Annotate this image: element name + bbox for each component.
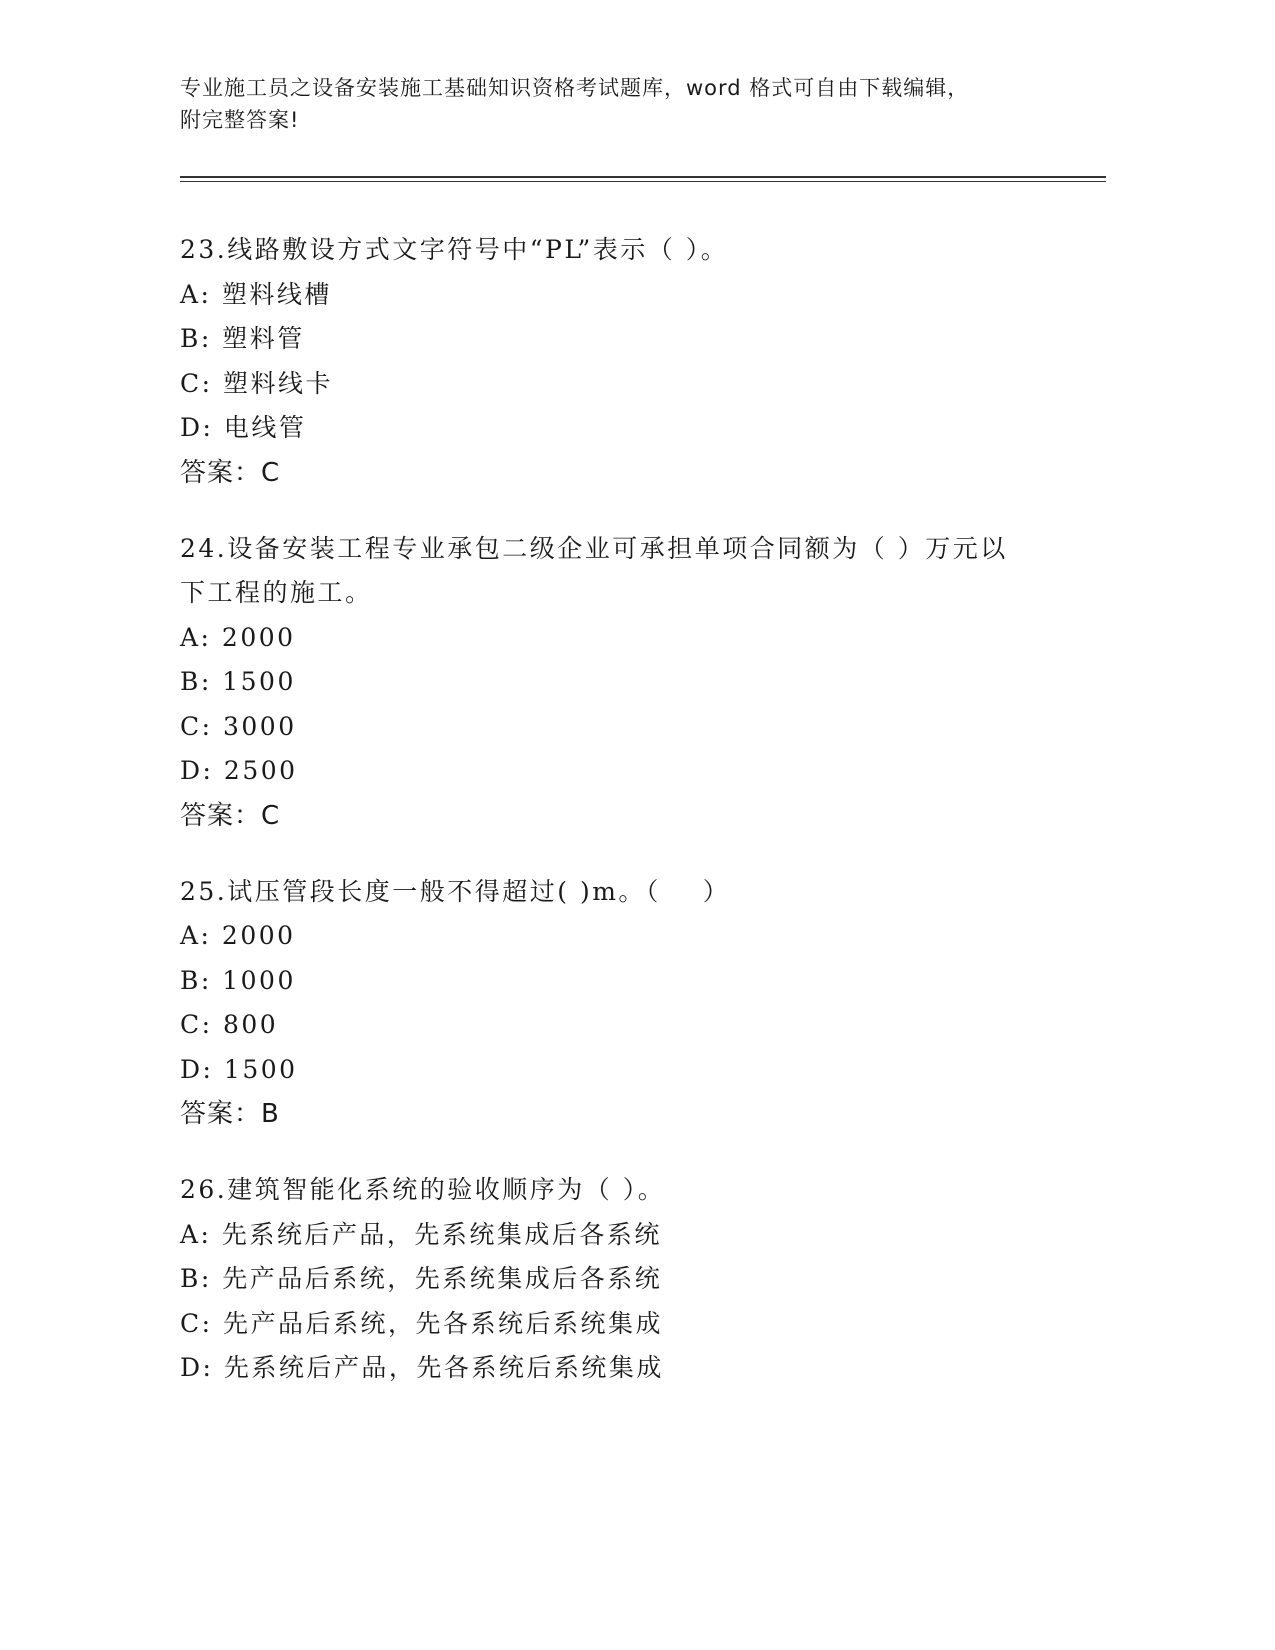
option-a: A: 2000 [180,921,296,950]
answer-line: 答案：C [180,800,281,831]
option-a: A: 塑料线槽 [180,279,332,309]
question-23 [180,228,1060,495]
question-stem: 24.设备安装工程专业承包二级企业可承担单项合同额为（ ）万元以 [180,533,1008,563]
header-divider [180,176,1106,178]
option-d: D: 先系统后产品，先各系统后系统集成 [180,1353,664,1382]
option-b: B: 1000 [180,965,296,995]
option-b: B: 塑料管 [180,324,305,353]
option-b: B: 先产品后系统，先系统集成后各系统 [180,1264,663,1293]
question-26 [180,1168,1060,1391]
header-line-1: 专业施工员之设备安装施工基础知识资格考试题库，word 格式可自由下载编辑， [180,76,970,100]
option-c: C: 3000 [180,711,297,741]
answer-line: 答案：C [180,457,281,488]
answer-line: 答案：B [180,1099,280,1129]
header-line-2: 附完整答案! [180,108,300,132]
question-stem-continued: 下工程的施工。 [180,578,373,607]
option-d: D: 1500 [180,1054,298,1084]
question-stem: 26.建筑智能化系统的验收顺序为（ ）。 [180,1175,666,1204]
option-c: C: 800 [180,1010,279,1039]
question-list [180,228,1060,1423]
header-divider-thin [180,181,1106,182]
question-stem: 23.线路敷设方式文字符号中“PL”表示（ ）。 [180,235,729,264]
option-c: C: 塑料线卡 [180,368,333,398]
option-b: B: 1500 [180,667,296,696]
question-24 [180,527,1060,838]
question-25 [180,870,1060,1137]
option-c: C: 先产品后系统，先各系统后系统集成 [180,1308,663,1338]
option-a: A: 先系统后产品，先系统集成后各系统 [180,1219,662,1249]
option-d: D: 2500 [180,756,298,785]
option-d: D: 电线管 [180,413,307,442]
option-a: A: 2000 [180,622,296,652]
document-header [180,72,1060,136]
question-stem: 25.试压管段长度一般不得超过( )m。（ ） [180,876,731,906]
